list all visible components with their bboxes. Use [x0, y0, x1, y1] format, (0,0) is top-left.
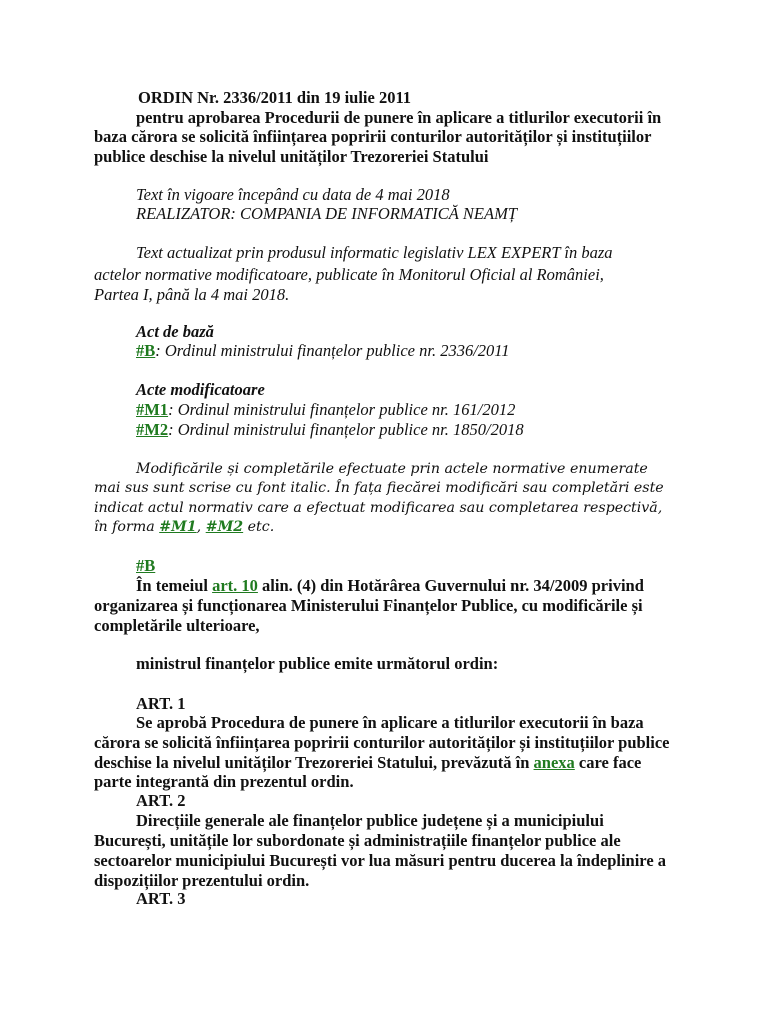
- article-2-line: dispozițiilor prezentului ordin.: [94, 871, 310, 890]
- author-note: REALIZATOR: COMPANIA DE INFORMATICĂ NEAMȚ: [136, 204, 518, 223]
- italic-note-line-last: în forma #M1, #M2 etc.: [94, 519, 275, 535]
- amending-act-entry: [136, 420, 524, 440]
- article-2-line: Direcțiile generale ale finanțelor publice județene și a municipiului: [136, 811, 604, 830]
- update-note-line: Partea I, până la 4 mai 2018.: [94, 285, 290, 304]
- base-act-text: : Ordinul ministrului finanțelor publice nr. 2336/2011: [155, 341, 510, 360]
- base-act-entry: [136, 341, 510, 361]
- preamble-line: În temeiul art. 10 alin. (4) din Hotărârea Guvernului nr. 34/2009 privind: [136, 576, 644, 595]
- article-title: ART. 2: [136, 791, 186, 810]
- amending-acts-heading: Acte modificatoare: [136, 380, 265, 399]
- note-link-m2[interactable]: #M2: [205, 519, 244, 535]
- note-link-m1[interactable]: #M1: [159, 519, 197, 535]
- article-1-line: Se aprobă Procedura de punere în aplicare a titlurilor executorii în baza: [136, 713, 644, 732]
- preamble-line: completările ulterioare,: [94, 616, 260, 635]
- article-1-line: cărora se solicită înființarea popririi conturilor autorităților și instituțiilor publice: [94, 733, 670, 752]
- article-title: ART. 1: [136, 694, 186, 713]
- article-2-line: București, unitățile lor subordonate și administrațiile finanțelor publice ale: [94, 831, 621, 850]
- amending-act-link-m1[interactable]: #M1: [136, 400, 169, 419]
- issuer-statement: ministrul finanțelor publice emite următorul ordin:: [136, 654, 499, 673]
- update-note-line: Text actualizat prin produsul informatic legislativ LEX EXPERT în baza: [136, 243, 613, 262]
- article-1-line: parte integrantă din prezentul ordin.: [94, 772, 354, 791]
- preamble-tag-link[interactable]: #B: [136, 556, 156, 575]
- amending-act-entry: [136, 400, 515, 420]
- document-subtitle-line: baza cărora se solicită înființarea popririi conturilor autorităților și instituțiilor: [94, 127, 652, 146]
- italic-note-line: mai sus sunt scrise cu font italic. În fața fiecărei modificări sau completări este: [94, 480, 664, 496]
- article-2-line: sectoarelor municipiului București vor lua măsuri pentru ducerea la îndeplinire a: [94, 851, 667, 870]
- article-1-line: deschise la nivelul unităților Trezoreriei Statului, prevăzută în anexa care face: [94, 753, 642, 772]
- document-subtitle-line: pentru aprobarea Procedurii de punere în aplicare a titlurilor executorii în: [136, 108, 662, 127]
- document-title: ORDIN Nr. 2336/2011 din 19 iulie 2011: [138, 88, 412, 107]
- amending-act-link-m2[interactable]: #M2: [136, 420, 169, 439]
- in-force-note: Text în vigoare începând cu data de 4 mai 2018: [136, 185, 450, 204]
- amending-act-text: : Ordinul ministrului finanțelor publice nr. 161/2012: [168, 400, 516, 419]
- document-subtitle-line: publice deschise la nivelul unităților Trezoreriei Statului: [94, 147, 489, 166]
- base-act-link[interactable]: #B: [136, 341, 156, 360]
- article-title: ART. 3: [136, 889, 186, 908]
- annex-link[interactable]: anexa: [533, 753, 575, 772]
- italic-note-line: indicat actul normativ care a efectuat modificarea sau completarea respectivă,: [94, 500, 663, 516]
- preamble-line: organizarea și funcționarea Ministerului Finanțelor Publice, cu modificările și: [94, 596, 643, 615]
- amending-act-text: : Ordinul ministrului finanțelor publice nr. 1850/2018: [168, 420, 524, 439]
- base-act-heading: Act de bază: [136, 322, 214, 341]
- preamble-tag: [136, 556, 155, 576]
- update-note-line: actelor normative modificatoare, publicate în Monitorul Oficial al României,: [94, 265, 604, 284]
- art-10-link[interactable]: art. 10: [212, 576, 258, 595]
- italic-note-line: Modificările și completările efectuate prin actele normative enumerate: [136, 461, 648, 477]
